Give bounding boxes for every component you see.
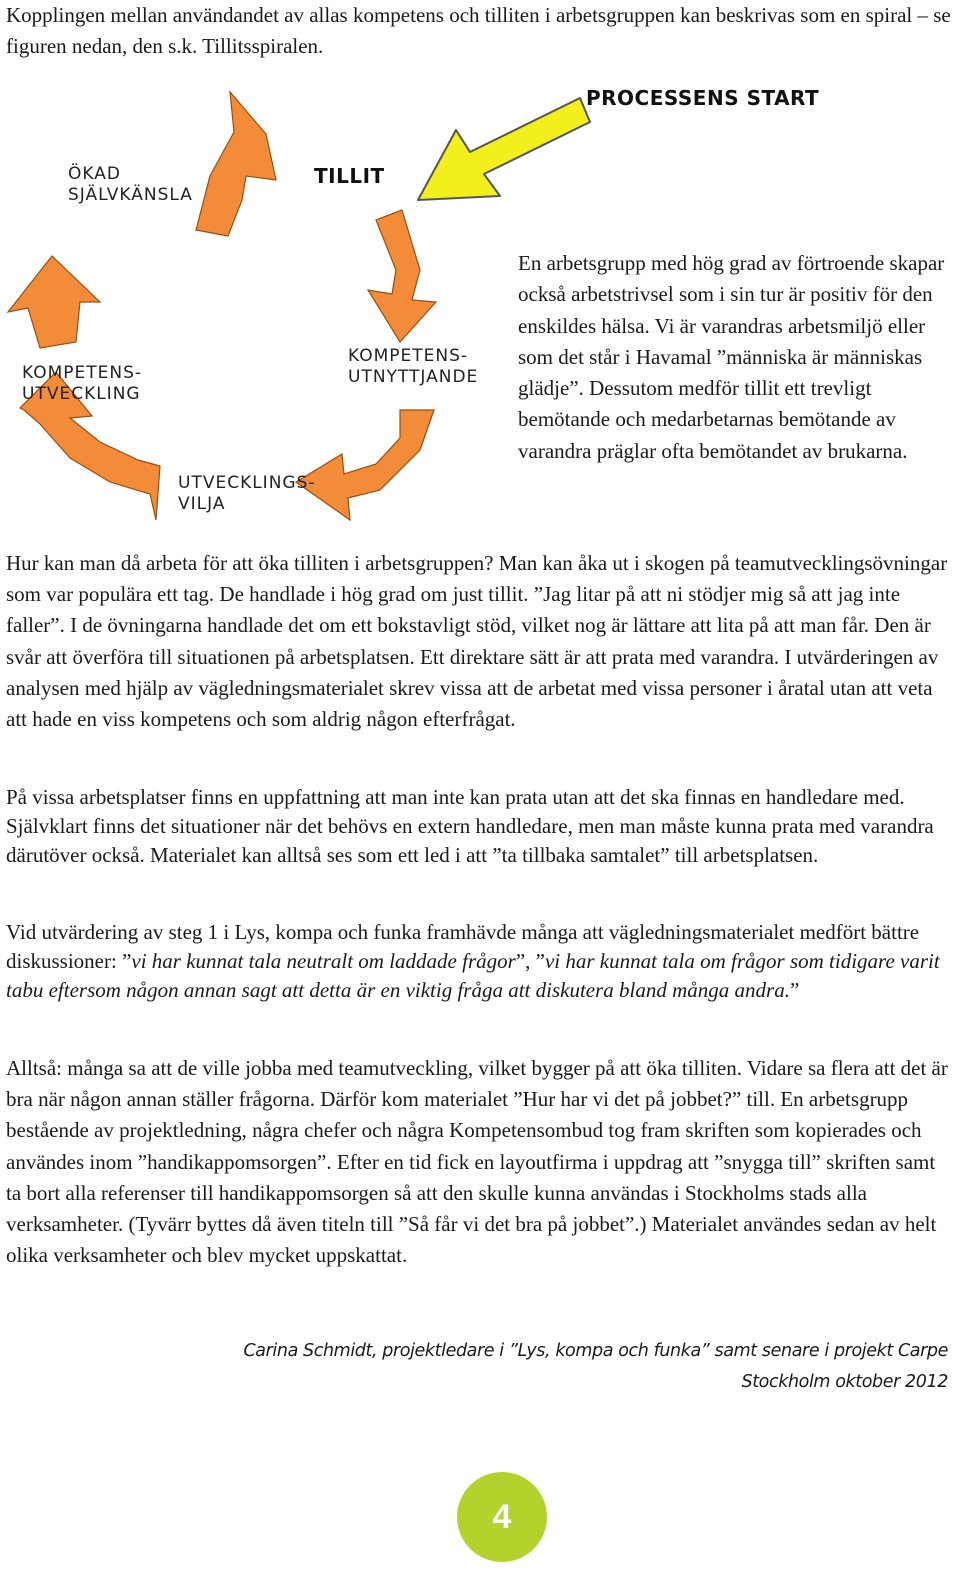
quote-neutral: vi har kunnat tala neutralt om laddade frågor: [131, 949, 516, 973]
page-number: 4: [457, 1472, 547, 1562]
paragraph-supervisor: På vissa arbetsplatser finns en uppfattning att man inte kan prata utan att det ska finnas en handledare med. Självklart finns det situationer när det behövs en extern handledare, men man måste kunna prata med varandra därutöver också. Materialet kan alltså ses som ett led i att ”ta tillbaka samtalet” till arbetsplatsen.: [6, 785, 934, 867]
intro-paragraph: Kopplingen mellan användandet av allas kompetens och tilliten i arbetsgruppen kan beskrivas som en spiral – se figuren nedan, den s.k. Tillitsspiralen.: [6, 3, 951, 58]
paragraph-team-development: Alltså: många sa att de ville jobba med teamutveckling, vilket bygger på att öka tilliten. Vidare sa flera att det är bra när någon annan ställer frågorna. Därför kom materialet ”Hur har vi det på jobbet?” till. En arbetsgrupp bestående av projektledning, några chefer och några Kompetensombud tog fram skriften som kopierades och användes inom ”handikappomsorgen”. Efter en tid fick en layoutfirma i uppdrag att ”snygga till” skriften samt ta bort alla referenser till handikappomsorgen så att den skulle kunna användas i Stockholms stads alla verksamheter. (Tyvärr byttes då även titeln till ”Så får vi det bra på jobbet”.) Materialet användes sedan av helt olika verksamheter och blev mycket uppskattat.: [6, 1056, 948, 1268]
tillit-label: TILLIT: [314, 164, 385, 188]
arrow-top: [196, 92, 276, 236]
signature-author: Carina Schmidt, projektledare i ”Lys, kompa och funka” samt senare i projekt Carpe: [243, 1341, 948, 1361]
arrow-left-up: [8, 256, 100, 348]
paragraph-trust-work: Hur kan man då arbeta för att öka tilliten i arbetsgruppen? Man kan åka ut i skogen på teamutvecklingsövningar som var populära ett tag. De handlade i hög grad om just tillit. ”Jag litar på att ni stödjer mig så att jag inte faller”. I de övningarna handlade det om ett bokstavligt stöd, vilket nog är lättare att lita på att man får. Den är svår att överföra till situationen på arbetsplatsen. Ett direktare sätt är att prata med varandra. I utvärderingen av analysen med hjälp av vägledningsmaterialet skrev vissa att de arbetat med vissa personer i åratal utan att veta att hade en viss kompetens och som aldrig någon efterfrågat.: [6, 551, 948, 732]
arrow-down-right: [368, 210, 436, 342]
kompetens-utveckling-label: KOMPETENS- UTVECKLING: [22, 363, 143, 404]
kompetens-utnyttjande-label: KOMPETENS- UTNYTTJANDE: [348, 346, 479, 387]
okad-sjalvkansla-label: ÖKAD SJÄLVKÄNSLA: [68, 164, 193, 205]
figure-side-text: En arbetsgrupp med hög grad av förtroende skapar också arbetstrivsel som i sin tur är positiv för den enskildes hälsa. Vi är varandras arbetsmiljö eller som det står i Havamal ”människa är människas glädje”. Dessutom medför tillit ett trevligt bemötande och medarbetarnas bemötande av varandra präglar ofta bemötandet av brukarna.: [518, 251, 945, 463]
utvecklingsvilja-label: UTVECKLINGS- VILJA: [178, 473, 316, 514]
paragraph-evaluation: Vid utvärdering av steg 1 i Lys, kompa och funka framhävde många att vägledningsmaterialet medfört bättre diskussioner: ”vi har kunnat tala neutralt om laddade frågor”, ”vi har kunnat tala om frågor som tidigare varit tabu eftersom någon annan sagt att detta är en viktig fråga att diskutera bland många andra.”: [6, 920, 940, 1002]
process-start-label: PROCESSENS START: [586, 86, 820, 110]
signature-date: Stockholm oktober 2012: [741, 1372, 948, 1392]
process-start-arrow: [418, 98, 590, 200]
signature: [243, 1336, 948, 1398]
arrow-bottom-right: [296, 410, 434, 520]
quote-taboo: vi har kunnat tala om frågor som tidigare varit tabu eftersom någon annan sagt att detta är en viktig fråga att diskutera bland många andra.: [6, 949, 940, 1002]
